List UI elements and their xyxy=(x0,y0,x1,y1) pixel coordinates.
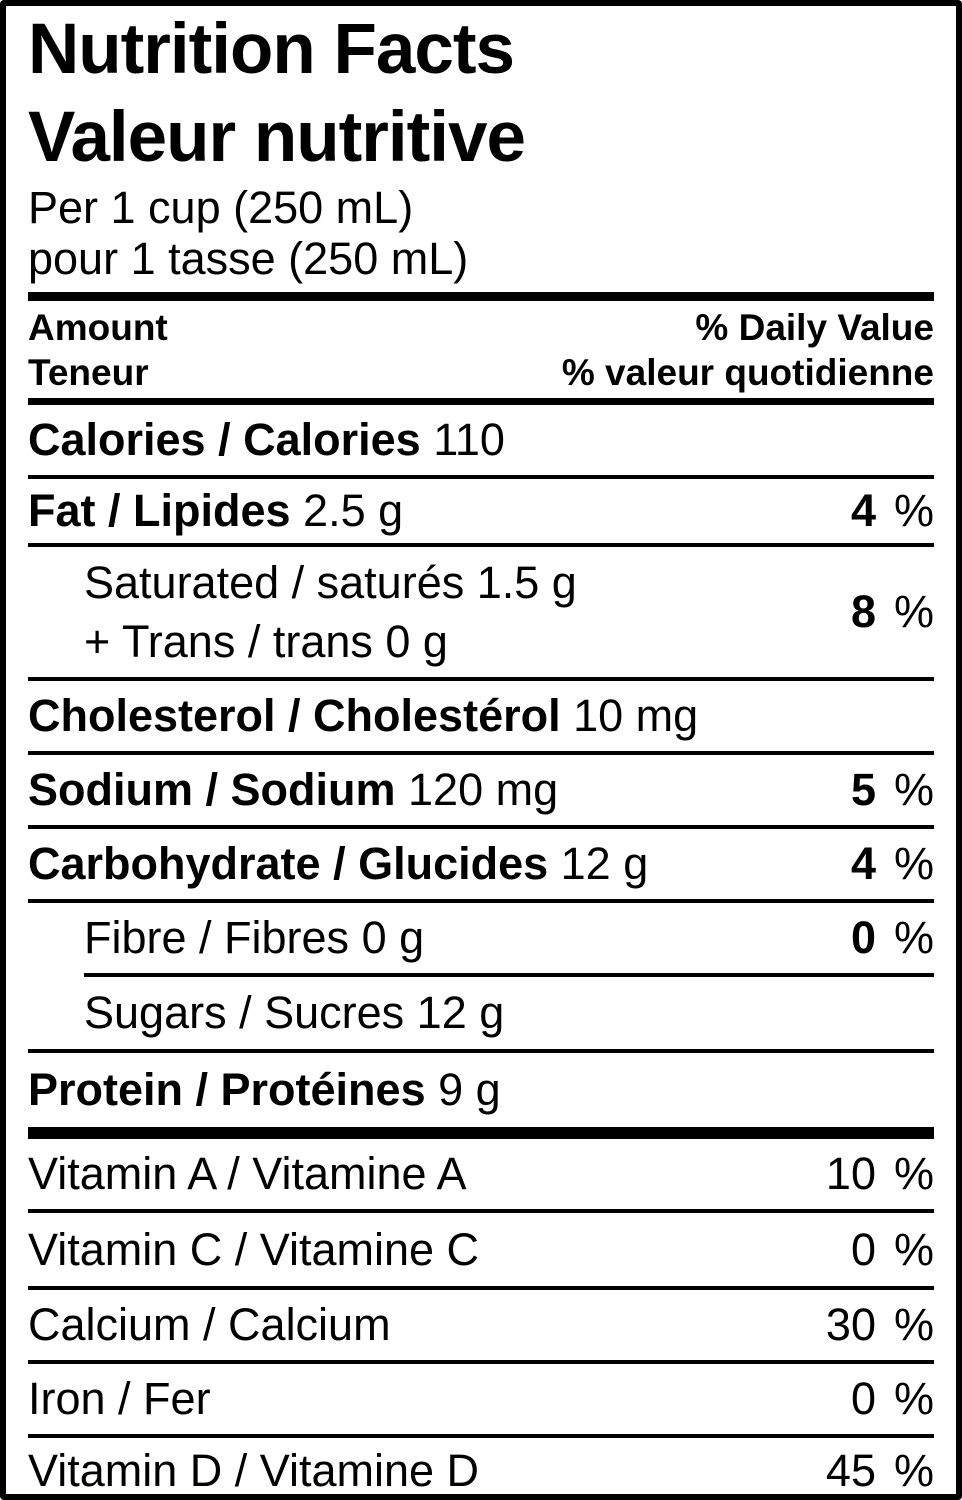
iron-percent: 0 xyxy=(850,1373,876,1424)
vitamin-a-label: Vitamin A / Vitamine A xyxy=(28,1148,467,1199)
percent-sign: % xyxy=(893,1373,934,1424)
row-fat xyxy=(28,479,934,543)
fat-value: 2.5 g xyxy=(303,485,404,536)
vitamin-d-percent: 45 xyxy=(825,1445,876,1496)
percent-sign: % xyxy=(893,1148,934,1199)
calcium-percent: 30 xyxy=(825,1299,876,1350)
daily-value-column-header xyxy=(562,305,934,395)
cholesterol-value: 10 mg xyxy=(573,690,699,741)
divider-medium xyxy=(28,398,934,405)
sodium-text xyxy=(28,764,558,816)
percent-sign: % xyxy=(893,838,934,889)
amount-label-english: Amount xyxy=(28,307,168,348)
iron-label: Iron / Fer xyxy=(28,1373,211,1424)
percent-sign: % xyxy=(893,1299,934,1350)
fibre-daily-value xyxy=(851,912,934,964)
vitamin-d-label: Vitamin D / Vitamine D xyxy=(28,1445,480,1496)
protein-text xyxy=(28,1064,501,1116)
cholesterol-text xyxy=(28,690,698,742)
sugars-value: 12 g xyxy=(416,987,505,1038)
daily-value-label-english: % Daily Value xyxy=(695,307,934,348)
calcium-daily-value xyxy=(826,1299,934,1351)
serving-size-french: pour 1 tasse (250 mL) xyxy=(28,233,469,284)
row-calcium xyxy=(28,1290,934,1360)
saturated-label: Saturated / saturés xyxy=(84,557,465,608)
carbohydrate-label: Carbohydrate / Glucides xyxy=(28,838,549,889)
amount-column-header xyxy=(28,305,168,395)
amount-label-french: Teneur xyxy=(28,352,149,393)
sodium-percent: 5 xyxy=(850,764,876,815)
row-saturated-trans xyxy=(28,547,934,677)
trans-line xyxy=(84,612,577,671)
fat-label: Fat / Lipides xyxy=(28,485,291,536)
calories-label: Calories / Calories xyxy=(28,414,421,465)
saturated-trans-percent: 8 xyxy=(850,586,876,637)
daily-value-label-french: % valeur quotidienne xyxy=(561,352,934,393)
vitamin-c-label: Vitamin C / Vitamine C xyxy=(28,1223,480,1275)
percent-sign: % xyxy=(893,586,934,637)
fibre-label: Fibre / Fibres xyxy=(84,912,350,963)
row-vitamin-c xyxy=(28,1213,934,1286)
saturated-value: 1.5 g xyxy=(476,557,577,608)
row-carbohydrate xyxy=(28,829,934,899)
row-cholesterol xyxy=(28,681,934,751)
percent-sign: % xyxy=(893,485,934,536)
serving-size-english: Per 1 cup (250 mL) xyxy=(28,182,414,233)
row-fibre xyxy=(28,903,934,973)
sodium-value: 120 mg xyxy=(408,764,559,815)
protein-label: Protein / Protéines xyxy=(28,1064,426,1115)
sugars-label: Sugars / Sucres xyxy=(84,987,405,1038)
calcium-label: Calcium / Calcium xyxy=(28,1299,391,1350)
title-french: Valeur nutritive xyxy=(28,98,525,177)
row-calories xyxy=(28,405,934,475)
percent-sign: % xyxy=(893,1445,934,1496)
vitamin-c-percent: 0 xyxy=(850,1223,876,1275)
saturated-trans-text xyxy=(28,553,577,671)
sodium-label: Sodium / Sodium xyxy=(28,764,396,815)
trans-value: 0 g xyxy=(385,616,448,667)
thick-divider-middle xyxy=(28,1127,934,1139)
percent-sign: % xyxy=(893,764,934,815)
fat-percent: 4 xyxy=(850,485,876,536)
carbohydrate-text xyxy=(28,838,648,890)
percent-sign: % xyxy=(893,912,934,963)
iron-daily-value xyxy=(851,1373,934,1425)
vitamin-a-daily-value xyxy=(826,1148,934,1200)
thick-divider-top xyxy=(28,292,934,301)
vitamin-c-daily-value xyxy=(851,1224,934,1276)
vitamin-a-percent: 10 xyxy=(825,1148,876,1199)
sodium-daily-value xyxy=(851,764,934,816)
column-header-row xyxy=(28,301,934,398)
fat-text xyxy=(28,485,403,537)
protein-value: 9 g xyxy=(438,1064,501,1115)
vitamin-d-daily-value xyxy=(826,1445,934,1497)
row-sodium xyxy=(28,755,934,825)
sugars-text xyxy=(28,987,504,1039)
row-iron xyxy=(28,1364,934,1434)
saturated-line xyxy=(84,553,577,612)
carbohydrate-percent: 4 xyxy=(850,838,876,889)
row-sugars xyxy=(28,977,934,1049)
carbohydrate-value: 12 g xyxy=(560,838,649,889)
saturated-trans-daily-value xyxy=(851,586,934,638)
trans-label: + Trans / trans xyxy=(84,616,373,667)
row-protein xyxy=(28,1053,934,1127)
percent-sign: % xyxy=(893,1223,934,1275)
title-english: Nutrition Facts xyxy=(28,10,514,89)
row-vitamin-a xyxy=(28,1139,934,1209)
fibre-percent: 0 xyxy=(850,912,876,963)
fat-daily-value xyxy=(851,485,934,537)
carbohydrate-daily-value xyxy=(851,838,934,890)
calories-text xyxy=(28,414,505,466)
row-vitamin-d xyxy=(28,1438,934,1500)
calories-value: 110 xyxy=(433,414,505,465)
fibre-value: 0 g xyxy=(361,912,425,963)
fibre-text xyxy=(28,912,424,964)
cholesterol-label: Cholesterol / Cholestérol xyxy=(28,690,561,741)
